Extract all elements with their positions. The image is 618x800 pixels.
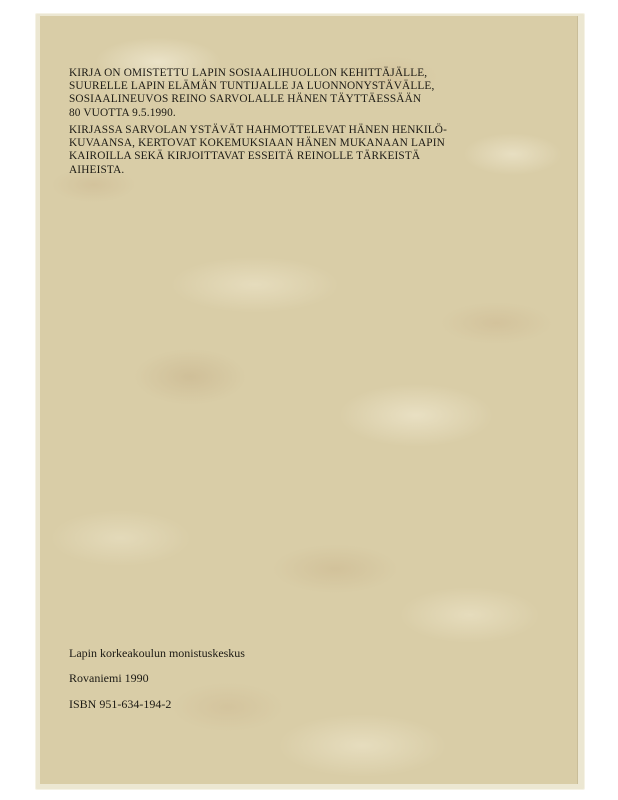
dedication-paragraph: [69, 67, 509, 120]
description-line: AIHEISTA.: [69, 163, 125, 176]
dedication-line: 80 VUOTTA 9.5.1990.: [69, 106, 176, 119]
description-paragraph: [69, 124, 509, 177]
publication-place-year: Rovaniemi 1990: [69, 671, 149, 685]
description-line: KUVAANSA, KERTOVAT KOKEMUKSIAAN HÄNEN MUKANAAN LAPIN: [69, 137, 445, 150]
publisher-name: Lapin korkeakoulun monistuskeskus: [69, 646, 245, 660]
description-line: KAIROILLA SEKÄ KIRJOITTAVAT ESSEITÄ REINOLLE TÄRKEISTÄ: [69, 150, 421, 163]
dedication-line: SOSIAALINEUVOS REINO SARVOLALLE HÄNEN TÄYTTÄESSÄÄN: [69, 93, 422, 106]
dedication-line: KIRJA ON OMISTETTU LAPIN SOSIAALIHUOLLON KEHITTÄJÄLLE,: [69, 67, 428, 79]
dedication-line: SUURELLE LAPIN ELÄMÄN TUNTIJALLE JA LUONNONYSTÄVÄLLE,: [69, 80, 435, 93]
description-line: KIRJASSA SARVOLAN YSTÄVÄT HAHMOTTELEVAT HÄNEN HENKILÖ-: [69, 124, 448, 136]
isbn: ISBN 951-634-194-2: [69, 697, 172, 711]
